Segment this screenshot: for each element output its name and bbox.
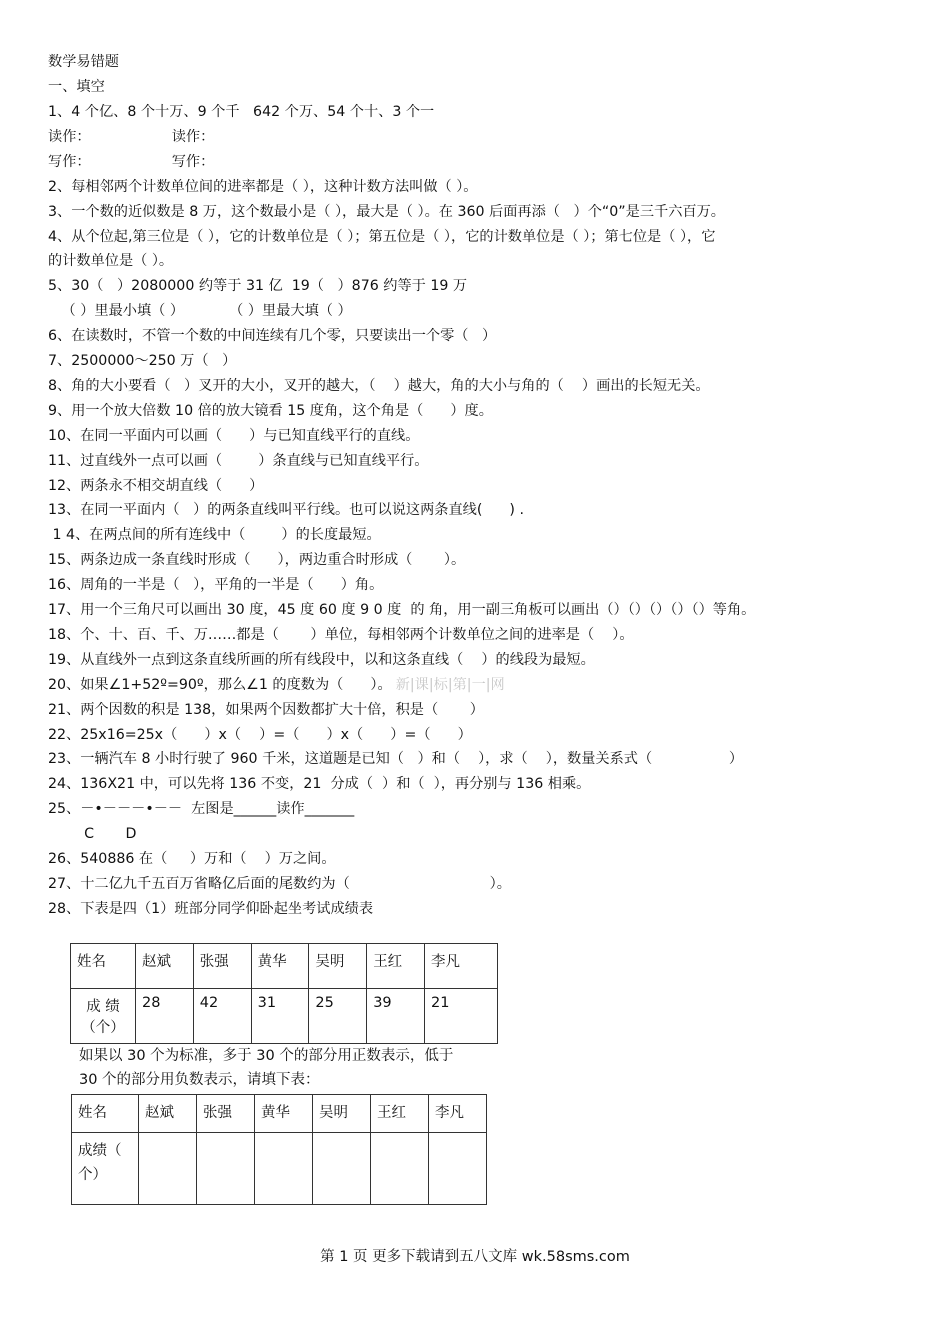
question-line: 11、过直线外一点可以画（ ）条直线与已知直线平行。 <box>48 452 429 469</box>
watermark-text: 新|课|标|第|一|网 <box>395 676 505 693</box>
question-line: 16、周角的一半是（ ），平角的一半是（ ）角。 <box>48 577 384 594</box>
table-cell: 39 <box>367 989 425 1044</box>
page-footer: 第 1 页 更多下载请到五八文库 wk.58sms.com <box>320 1249 630 1265</box>
instruction-text: 30 个的部分用负数表示，请填下表： <box>79 1072 320 1088</box>
answer-cell[interactable] <box>255 1133 313 1205</box>
table-header-cell: 姓名 <box>72 1095 139 1133</box>
answer-cell[interactable] <box>139 1133 197 1205</box>
table-header-cell: 黄华 <box>251 944 309 989</box>
answer-cell[interactable] <box>197 1133 255 1205</box>
question-line: 5、30（ ）2080000 约等于 31 亿 19（ ）876 约等于 19 万 <box>48 278 468 295</box>
table-header-cell: 吴明 <box>313 1095 371 1133</box>
question-line: （ ）里最小填（ ） （ ）里最大填（ ） <box>48 303 352 320</box>
answer-cell[interactable] <box>313 1133 371 1205</box>
question-line: 19、从直线外一点到这条直线所画的所有线段中，以和这条直线（ ）的线段为最短。 <box>48 651 595 668</box>
question-line: 6、在读数时，不管一个数的中间连续有几个零，只要读出一个零（ ） <box>48 328 497 345</box>
question-line: 4、从个位起,第三位是（ ），它的计数单位是（ ）；第五位是（ ），它的计数单位是（ ）；第七位是（ ），它 <box>48 228 716 245</box>
question-line: 22、25x16=25x（ ）x（ ）=（ ）x（ ）=（ ） <box>48 726 472 743</box>
question-line: C D <box>48 826 137 843</box>
question-line: 13、在同一平面内（ ）的两条直线叫平行线。也可以说这两条直线( ) . <box>48 502 524 519</box>
table-row <box>72 1133 487 1205</box>
table-row-label: 成 绩（个） <box>71 989 136 1044</box>
question-line: 写作： 写作： <box>48 153 215 170</box>
question-line: 8、角的大小要看（ ）叉开的大小，叉开的越大，（ ）越大，角的大小与角的（ ）画出的长短无关。 <box>48 377 710 394</box>
table-row-label: 成绩（ 个） <box>72 1133 139 1205</box>
question-line: 26、540886 在（ ）万和（ ）万之间。 <box>48 851 336 867</box>
table-row <box>71 944 498 989</box>
question-line: 27、十二亿九千五百万省略亿后面的尾数约为（ ）。 <box>48 875 511 892</box>
table-header-cell: 李凡 <box>429 1095 487 1133</box>
document-title: 数学易错题 <box>48 54 119 70</box>
question-line: 28、下表是四（1）班部分同学仰卧起坐考试成绩表 <box>48 900 374 917</box>
table-header-cell: 赵斌 <box>139 1095 197 1133</box>
table-header-cell: 黄华 <box>255 1095 313 1133</box>
table-header-cell: 王红 <box>371 1095 429 1133</box>
section-heading: 一、填空 <box>48 79 105 95</box>
question-line: 2、每相邻两个计数单位间的进率都是（ ），这种计数方法叫做（ ）。 <box>48 178 478 195</box>
question-line: 7、2500000～250 万（ ） <box>48 353 237 369</box>
question-line: 10、在同一平面内可以画（ ）与已知直线平行的直线。 <box>48 427 420 444</box>
table-header-cell: 赵斌 <box>136 944 194 989</box>
table-header-cell: 李凡 <box>425 944 498 989</box>
answer-cell[interactable] <box>429 1133 487 1205</box>
question-line: 9、用一个放大倍数 10 倍的放大镜看 15 度角，这个角是（ ）度。 <box>48 402 493 419</box>
answer-table <box>71 1094 487 1205</box>
question-line: 21、两个因数的积是 138，如果两个因数都扩大十倍，积是（ ） <box>48 701 484 718</box>
score-table <box>70 943 498 1044</box>
question-line: 1 4、在两点间的所有连线中（ ）的长度最短。 <box>48 527 381 544</box>
question-line: 18、个、十、百、千、万……都是（ ）单位，每相邻两个计数单位之间的进率是（ ）。 <box>48 626 634 643</box>
table-header-cell: 姓名 <box>71 944 136 989</box>
table-cell: 28 <box>136 989 194 1044</box>
table-cell: 25 <box>309 989 367 1044</box>
table-header-cell: 张强 <box>193 944 251 989</box>
table-cell: 42 <box>193 989 251 1044</box>
table-cell: 31 <box>251 989 309 1044</box>
question-line: 17、用一个三角尺可以画出 30 度，45 度 60 度 9 0 度 的 角，用一副三角板可以画出（）（）（）（）（）等角。 <box>48 602 756 618</box>
question-line: 读作： 读作： <box>48 128 215 145</box>
question-text: 20、如果∠1+52º=90º，那么∠1 的度数为（ ）。 <box>48 676 392 693</box>
table-header-cell: 吴明 <box>309 944 367 989</box>
question-line: 23、一辆汽车 8 小时行驶了 960 千米，这道题是已知（ ）和（ ），求（ ），数量关系式（ ） <box>48 751 744 768</box>
answer-cell[interactable] <box>371 1133 429 1205</box>
question-line: 24、136X21 中，可以先将 136 不变，21 分成（ ）和（ ），再分别与 136 相乘。 <box>48 776 591 793</box>
question-line: 3、一个数的近似数是 8 万，这个数最小是（ ），最大是（ ）。在 360 后面再添（ ）个“0”是三千六百万。 <box>48 203 725 220</box>
table-row <box>71 989 498 1044</box>
table-cell: 21 <box>425 989 498 1044</box>
question-line: 15、两条边成一条直线时形成（ ），两边重合时形成（ ）。 <box>48 552 466 569</box>
question-line: 的计数单位是（ ）。 <box>48 253 174 270</box>
question-line <box>48 675 505 695</box>
question-line: 25、－•－－－•－－ 左图是______读作_______ <box>48 801 355 818</box>
question-line: 12、两条永不相交胡直线（ ） <box>48 477 264 494</box>
table-header-cell: 王红 <box>367 944 425 989</box>
instruction-text: 如果以 30 个为标准，多于 30 个的部分用正数表示，低于 <box>79 1048 454 1064</box>
table-header-cell: 张强 <box>197 1095 255 1133</box>
question-line: 1、4 个亿、8 个十万、9 个千 642 个万、54 个十、3 个一 <box>48 104 435 120</box>
table-row <box>72 1095 487 1133</box>
